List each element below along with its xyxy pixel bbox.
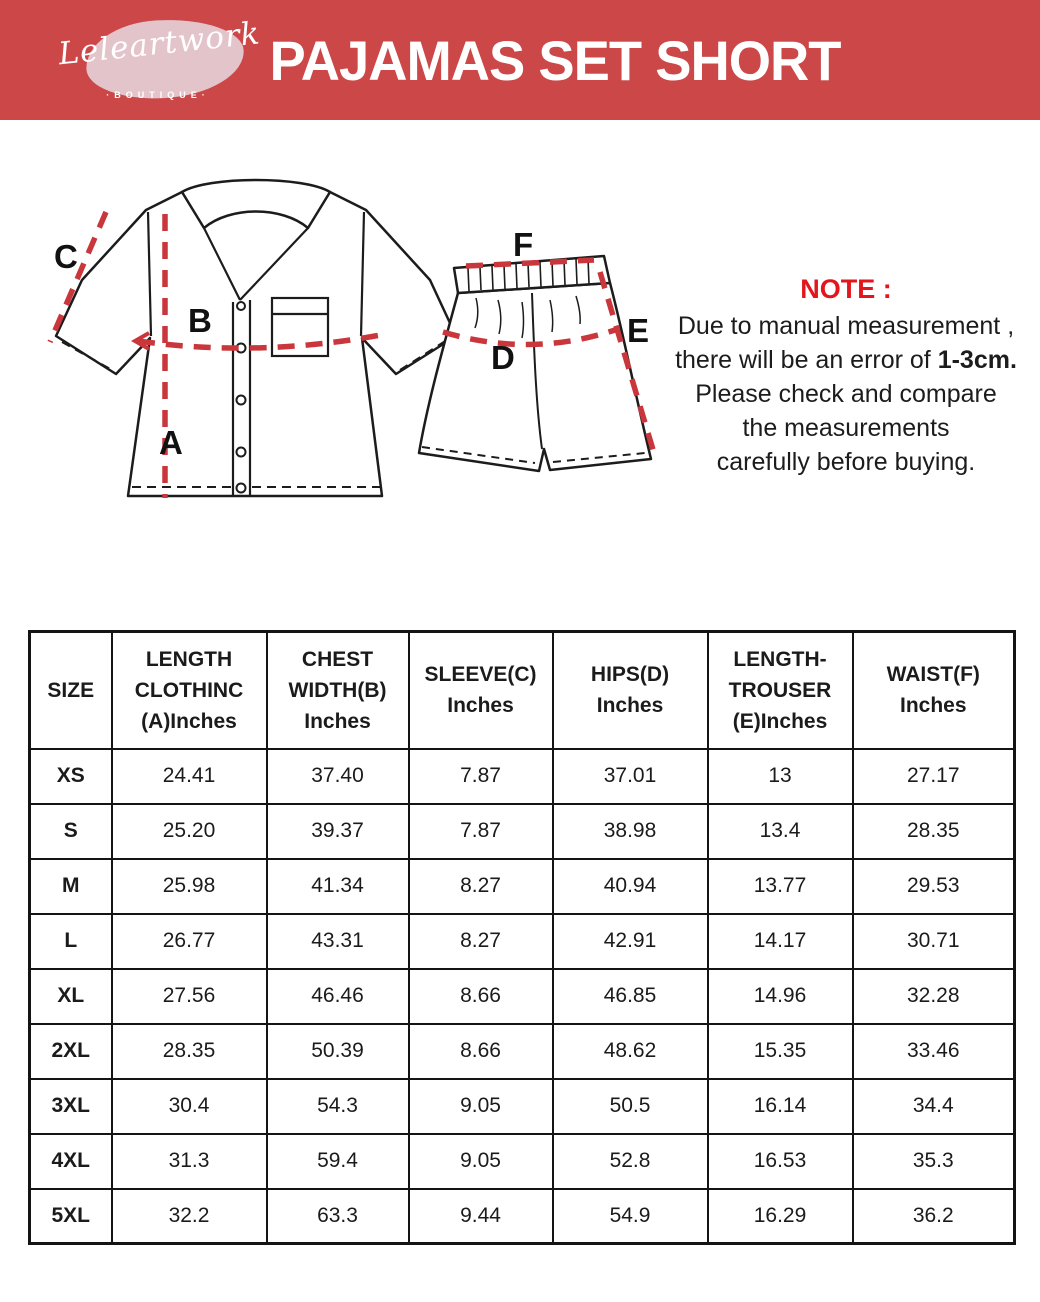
size-table — [28, 630, 1016, 1245]
measurement-cell: 24.41 — [112, 749, 267, 804]
note-line: the measurements — [742, 414, 950, 442]
measurement-cell: 50.5 — [553, 1079, 708, 1134]
measurement-cell: 32.2 — [112, 1189, 267, 1244]
column-header: CHEST WIDTH(B) Inches — [267, 632, 409, 749]
size-cell: 2XL — [30, 1024, 112, 1079]
size-cell: 4XL — [30, 1134, 112, 1189]
measurement-cell: 54.3 — [267, 1079, 409, 1134]
measurement-cell: 46.85 — [553, 969, 708, 1024]
measurement-cell: 50.39 — [267, 1024, 409, 1079]
measurement-cell: 25.20 — [112, 804, 267, 859]
measurement-cell: 34.4 — [853, 1079, 1015, 1134]
measurement-cell: 28.35 — [112, 1024, 267, 1079]
measurement-cell: 31.3 — [112, 1134, 267, 1189]
measurement-cell: 15.35 — [708, 1024, 853, 1079]
measurement-cell: 30.71 — [853, 914, 1015, 969]
diagram-label-length-clothing: A — [159, 424, 183, 461]
measurement-cell: 48.62 — [553, 1024, 708, 1079]
diagram-label-hips: D — [491, 339, 515, 376]
measurement-cell: 27.56 — [112, 969, 267, 1024]
page-title: PAJAMAS SET SHORT — [269, 28, 841, 92]
shirt-button — [237, 396, 246, 405]
diagram-label-chest-width: B — [188, 302, 212, 339]
measurement-cell: 26.77 — [112, 914, 267, 969]
table-row — [30, 914, 1015, 969]
diagram-label-length-trouser: E — [627, 312, 650, 349]
shirt-button — [237, 448, 246, 457]
measurement-cell: 39.37 — [267, 804, 409, 859]
measurement-cell: 13 — [708, 749, 853, 804]
table-row — [30, 1134, 1015, 1189]
column-header: SIZE — [30, 632, 112, 749]
measurement-cell: 14.96 — [708, 969, 853, 1024]
measurement-cell: 30.4 — [112, 1079, 267, 1134]
column-header: HIPS(D) Inches — [553, 632, 708, 749]
size-cell: S — [30, 804, 112, 859]
measurement-cell: 35.3 — [853, 1134, 1015, 1189]
header-banner — [0, 0, 1040, 120]
measurement-cell: 13.4 — [708, 804, 853, 859]
shirt-button — [237, 484, 246, 493]
measurement-cell: 9.05 — [409, 1079, 553, 1134]
table-row — [30, 804, 1015, 859]
measurement-cell: 37.40 — [267, 749, 409, 804]
brand-subtitle: ·BOUTIQUE· — [106, 90, 210, 100]
size-table-body — [30, 749, 1015, 1244]
measurement-cell: 7.87 — [409, 804, 553, 859]
table-row — [30, 1024, 1015, 1079]
measurement-cell: 9.05 — [409, 1134, 553, 1189]
brand-logo — [56, 8, 263, 112]
measurement-cell: 46.46 — [267, 969, 409, 1024]
measurement-cell: 13.77 — [708, 859, 853, 914]
measurement-cell: 27.17 — [853, 749, 1015, 804]
column-header: LENGTH CLOTHINC (A)Inches — [112, 632, 267, 749]
measurement-cell: 41.34 — [267, 859, 409, 914]
shirt-outline — [56, 181, 456, 496]
size-cell: 5XL — [30, 1189, 112, 1244]
size-cell: XL — [30, 969, 112, 1024]
diagram-label-sleeve: C — [54, 238, 78, 275]
note-line: Please check and compare — [695, 380, 997, 408]
table-row — [30, 1079, 1015, 1134]
measurement-cell: 25.98 — [112, 859, 267, 914]
note-error-range: 1-3cm. — [937, 346, 1017, 374]
measurement-cell: 28.35 — [853, 804, 1015, 859]
measurement-cell: 16.53 — [708, 1134, 853, 1189]
note-heading: NOTE : — [800, 274, 892, 304]
measurement-cell: 8.27 — [409, 859, 553, 914]
size-cell: XS — [30, 749, 112, 804]
measurement-cell: 52.8 — [553, 1134, 708, 1189]
table-row — [30, 969, 1015, 1024]
measurement-cell: 32.28 — [853, 969, 1015, 1024]
measurement-cell: 63.3 — [267, 1189, 409, 1244]
size-cell: L — [30, 914, 112, 969]
measurement-cell: 14.17 — [708, 914, 853, 969]
size-cell: M — [30, 859, 112, 914]
measurement-cell: 54.9 — [553, 1189, 708, 1244]
measurement-cell: 40.94 — [553, 859, 708, 914]
measurement-cell: 9.44 — [409, 1189, 553, 1244]
measurement-cell: 59.4 — [267, 1134, 409, 1189]
measurement-note — [655, 272, 1037, 479]
measurement-cell: 8.66 — [409, 1024, 553, 1079]
measurement-cell: 16.29 — [708, 1189, 853, 1244]
column-header: LENGTH- TROUSER (E)Inches — [708, 632, 853, 749]
column-header: WAIST(F) Inches — [853, 632, 1015, 749]
size-cell: 3XL — [30, 1079, 112, 1134]
table-row — [30, 1189, 1015, 1244]
column-header: SLEEVE(C) Inches — [409, 632, 553, 749]
table-row — [30, 859, 1015, 914]
measurement-cell: 36.2 — [853, 1189, 1015, 1244]
note-line: carefully before buying. — [716, 448, 976, 476]
brand-name: Leleartwork — [56, 15, 263, 73]
shirt-button — [237, 302, 245, 310]
measurement-cell: 33.46 — [853, 1024, 1015, 1079]
measurement-cell: 16.14 — [708, 1079, 853, 1134]
measurement-cell: 43.31 — [267, 914, 409, 969]
diagram-label-waist: F — [513, 226, 534, 263]
table-row — [30, 749, 1015, 804]
garment-diagram — [30, 150, 700, 530]
measurement-cell: 7.87 — [409, 749, 553, 804]
note-line: Due to manual measurement , — [677, 312, 1015, 340]
measurement-cell: 29.53 — [853, 859, 1015, 914]
measurement-cell: 8.27 — [409, 914, 553, 969]
note-line: there will be an error of 1-3cm. — [675, 346, 1017, 374]
measurement-cell: 8.66 — [409, 969, 553, 1024]
size-table-header-row — [30, 632, 1015, 749]
measurement-cell: 42.91 — [553, 914, 708, 969]
measurement-cell: 37.01 — [553, 749, 708, 804]
measurement-cell: 38.98 — [553, 804, 708, 859]
